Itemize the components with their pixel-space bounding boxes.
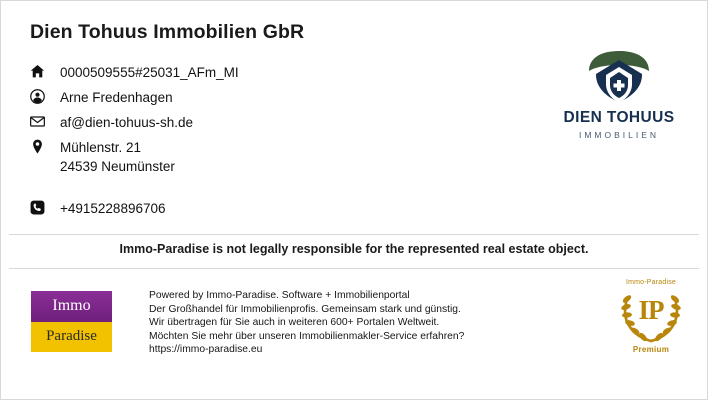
contact-row-email	[30, 113, 460, 135]
house-icon	[30, 63, 52, 79]
seal-letters: IP	[638, 295, 664, 325]
contact-person-name: Arne Fredenhagen	[60, 90, 173, 105]
badge-paradise-label: Paradise	[31, 322, 112, 352]
company-logo	[555, 47, 683, 140]
contact-address-city: 24539 Neumünster	[60, 159, 175, 174]
logo-subtitle: IMMOBILIEN	[578, 130, 660, 140]
footer-website-link[interactable]: https://immo-paradise.eu	[149, 344, 263, 356]
person-icon	[30, 88, 52, 104]
footer-line-3: Wir übertragen für Sie auch in weiteren 600+ Portalen Weltweit.	[149, 317, 440, 329]
footer-line-4: Möchten Sie mehr über unseren Immobilienmakler-Service erfahren?	[149, 330, 465, 342]
logo-word-2: TOHUUS	[606, 109, 675, 126]
immo-paradise-badge	[31, 291, 112, 352]
contact-row-person	[30, 88, 460, 110]
footer-line-2: Der Großhandel für Immobilienprofis. Gemeinsam stark und günstig.	[149, 303, 461, 315]
contact-row-phone	[30, 199, 460, 221]
disclaimer-text: Immo-Paradise is not legally responsible for the represented real estate object.	[119, 242, 589, 256]
map-pin-icon	[30, 138, 52, 154]
contact-phone: +4915228896706	[60, 201, 166, 216]
envelope-icon	[30, 113, 52, 129]
contact-row-address	[30, 138, 460, 176]
footer	[1, 276, 707, 399]
contact-email: af@dien-tohuus-sh.de	[60, 115, 194, 130]
phone-icon	[30, 199, 52, 215]
seal-top-text: Immo-Paradise	[625, 279, 677, 286]
premium-seal	[613, 279, 689, 354]
contact-address	[52, 138, 175, 176]
contact-object-id: 0000509555#25031_AFm_MI	[60, 65, 239, 80]
divider-top	[9, 234, 699, 235]
divider-bottom	[9, 268, 699, 269]
logo-word-1: DIEN	[563, 109, 603, 126]
page-title: Dien Tohuus Immobilien GbR	[30, 21, 305, 43]
contact-row-object-id	[30, 63, 460, 85]
logo-wordmark	[555, 109, 683, 127]
laurel-wreath-icon	[613, 287, 689, 345]
contact-address-street: Mühlenstr. 21	[60, 140, 142, 155]
seal-bottom-text: Premium	[632, 345, 670, 354]
badge-immo-label: Immo	[31, 291, 112, 322]
contact-details	[30, 63, 460, 224]
footer-text	[149, 289, 569, 357]
footer-line-1: Powered by Immo-Paradise. Software + Immobilienportal	[149, 290, 410, 301]
house-in-shield-icon	[555, 47, 683, 103]
